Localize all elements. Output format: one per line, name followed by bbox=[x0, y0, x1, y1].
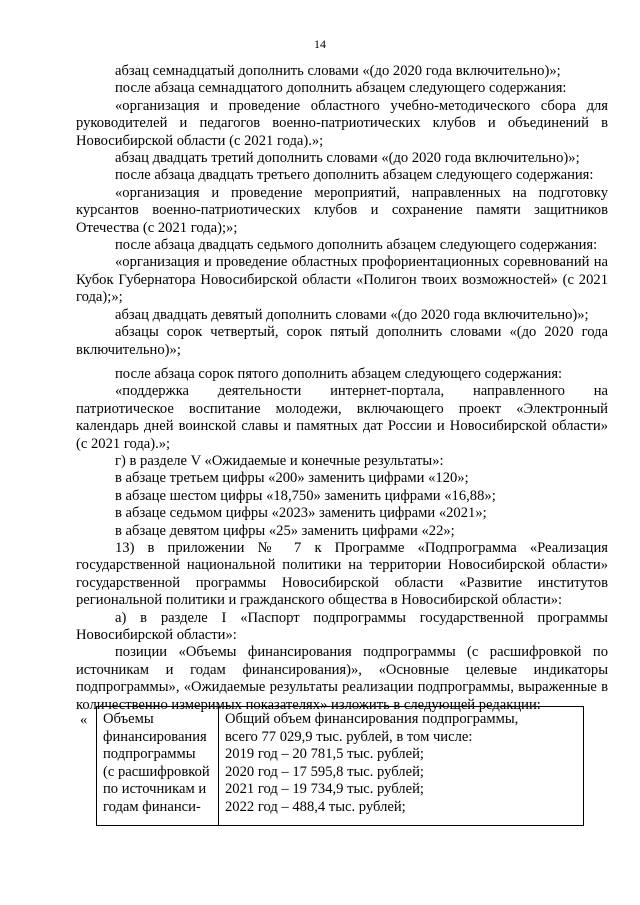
paragraph: г) в разделе V «Ожидаемые и конечные результаты»: bbox=[115, 452, 444, 469]
paragraph: абзац семнадцатый дополнить словами «(до 2020 года включительно)»; bbox=[115, 63, 561, 79]
table-row bbox=[97, 707, 583, 825]
paragraph: после абзаца двадцать седьмого дополнить абзацем следующего содержания: bbox=[115, 237, 598, 254]
cell-line: 2021 год – 19 734,9 тыс. рублей; bbox=[225, 781, 424, 798]
cell-line: (с расшифровкой bbox=[103, 763, 210, 780]
document-body bbox=[76, 63, 608, 714]
paragraph: после абзаца семнадцатого дополнить абзацем следующего содержания: bbox=[115, 80, 567, 97]
paragraph: в абзаце седьмом цифры «2023» заменить цифрами «2021»; bbox=[115, 505, 487, 522]
passport-table bbox=[96, 706, 584, 826]
paragraph: в абзаце шестом цифры «18,750» заменить цифрами «16,88»; bbox=[115, 487, 496, 504]
cell-line: Общий объем финансирования подпрограммы, bbox=[225, 711, 519, 727]
paragraph: «организация и проведение мероприятий, направленных на подготовку курсантов военно-патриотических клубов и сохранение памяти защитников Отечества (с 2021 года);»; bbox=[76, 184, 608, 236]
paragraph: а) в разделе I «Паспорт подпрограммы государственной программы Новосибирской области»: bbox=[76, 609, 608, 643]
table-open-quote: « bbox=[80, 712, 88, 728]
paragraph: «организация и проведение областных профориентационных соревнований на Кубок Губернатора Новосибирской области «Полигон твоих возможностей» (с 2021 года);»; bbox=[76, 254, 608, 306]
cell-line: 2019 год – 20 781,5 тыс. рублей; bbox=[225, 746, 424, 763]
paragraph: «поддержка деятельности интернет-портала, направленного на патриотическое воспитание молодежи, включающего проект «Электронный календарь дней воинской славы и памятных дат России и Новосибирской области» (с 2021 года).»; bbox=[76, 383, 608, 452]
cell-line: Объемы bbox=[103, 711, 154, 727]
paragraph: позиции «Объемы финансирования подпрограммы (с расшифровкой по источникам и годам финансирования)», «Основные целевые индикаторы подпрограммы», «Ожидаемые результаты реализации подпрограммы, выраженные в количественно измеримых показателях» изложить в следующей редакции: bbox=[76, 644, 608, 713]
cell-line: годам финанси- bbox=[103, 798, 201, 815]
cell-line: 2020 год – 17 595,8 тыс. рублей; bbox=[225, 763, 424, 780]
paragraph: в абзаце третьем цифры «200» заменить цифрами «120»; bbox=[115, 470, 469, 487]
paragraph: после абзаца сорок пятого дополнить абзацем следующего содержания: bbox=[115, 365, 563, 382]
paragraph: абзацы сорок четвертый, сорок пятый дополнить словами «(до 2020 года включительно)»; bbox=[76, 324, 608, 358]
cell-line: по источникам и bbox=[103, 781, 207, 798]
cell-line: 2022 год – 488,4 тыс. рублей; bbox=[225, 798, 406, 815]
cell-line: всего 77 029,9 тыс. рублей, в том числе: bbox=[225, 728, 473, 745]
table-cell-heading bbox=[97, 707, 219, 825]
page-number: 14 bbox=[314, 37, 326, 51]
paragraph: «организация и проведение областного учебно-методического сбора для руководителей и педагогов военно-патриотических клубов и объединений в Новосибирской области (с 2021 года).»; bbox=[76, 97, 608, 149]
cell-line: подпрограммы bbox=[103, 746, 196, 763]
paragraph: абзац двадцать девятый дополнить словами «(до 2020 года включительно)»; bbox=[115, 306, 589, 323]
paragraph: абзац двадцать третий дополнить словами «(до 2020 года включительно)»; bbox=[115, 150, 580, 167]
table-cell-value bbox=[219, 707, 584, 825]
paragraph: после абзаца двадцать третьего дополнить абзацем следующего содержания: bbox=[115, 167, 594, 184]
paragraph: 13) в приложении № 7 к Программе «Подпрограмма «Реализация государственной национальной политики на территории Новосибирской области» государственной программы Новосибирской области «Развитие институтов региональной политики и гражданского общества в Новосибирской области»: bbox=[76, 539, 608, 609]
cell-line: финансирования bbox=[103, 728, 207, 745]
paragraph: в абзаце девятом цифры «25» заменить цифрами «22»; bbox=[115, 522, 455, 539]
